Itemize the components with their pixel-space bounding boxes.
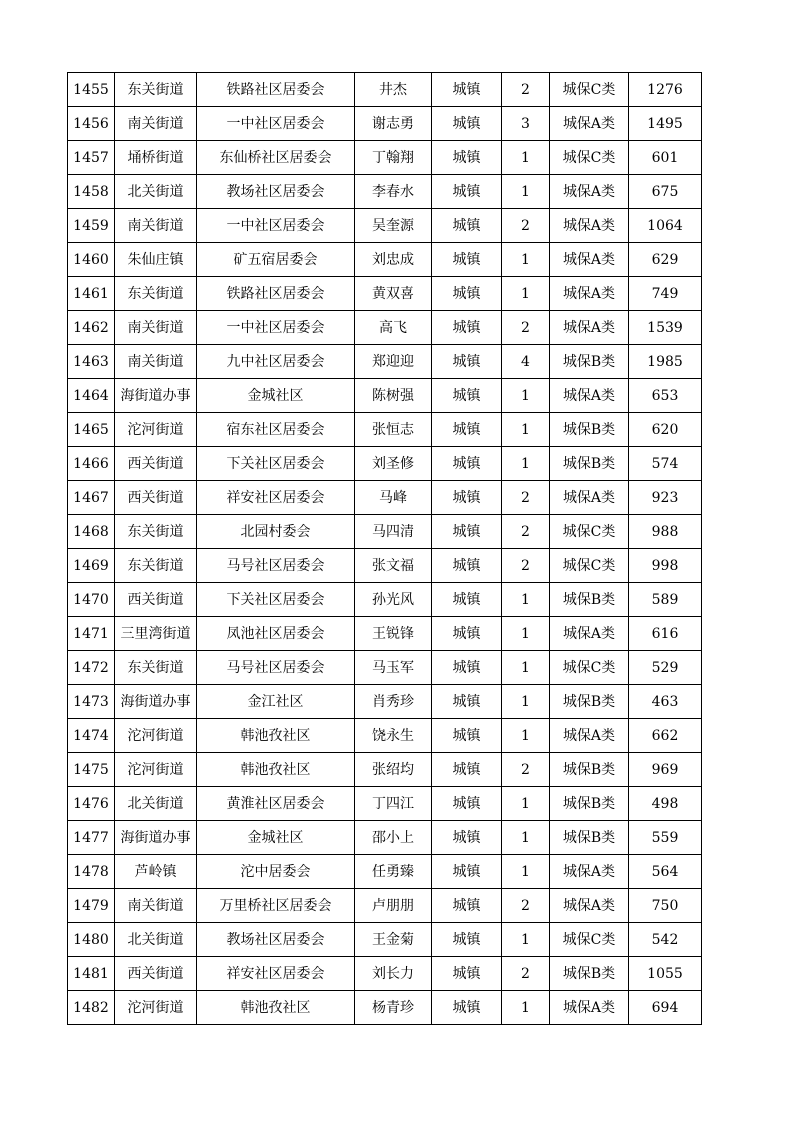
cell-people-count: 1 <box>502 787 550 821</box>
cell-people-count: 2 <box>502 209 550 243</box>
cell-street: 北关街道 <box>115 923 197 957</box>
cell-number: 1455 <box>68 73 115 107</box>
cell-area: 城镇 <box>432 379 502 413</box>
cell-category: 城保A类 <box>550 243 629 277</box>
cell-area: 城镇 <box>432 209 502 243</box>
cell-community: 铁路社区居委会 <box>197 277 355 311</box>
cell-name: 王金菊 <box>355 923 432 957</box>
cell-amount: 589 <box>629 583 702 617</box>
cell-street: 沱河街道 <box>115 991 197 1025</box>
table-row <box>68 209 702 243</box>
cell-name: 王锐锋 <box>355 617 432 651</box>
table-row <box>68 549 702 583</box>
table-row <box>68 991 702 1025</box>
cell-number: 1473 <box>68 685 115 719</box>
cell-people-count: 1 <box>502 277 550 311</box>
cell-number: 1468 <box>68 515 115 549</box>
cell-street: 三里湾街道 <box>115 617 197 651</box>
table-row <box>68 515 702 549</box>
cell-area: 城镇 <box>432 311 502 345</box>
cell-amount: 749 <box>629 277 702 311</box>
cell-category: 城保B类 <box>550 447 629 481</box>
table-row <box>68 379 702 413</box>
cell-category: 城保B类 <box>550 685 629 719</box>
cell-name: 郑迎迎 <box>355 345 432 379</box>
cell-amount: 750 <box>629 889 702 923</box>
cell-number: 1458 <box>68 175 115 209</box>
table-row <box>68 175 702 209</box>
cell-category: 城保A类 <box>550 481 629 515</box>
cell-area: 城镇 <box>432 345 502 379</box>
table-row <box>68 651 702 685</box>
cell-people-count: 2 <box>502 549 550 583</box>
cell-street: 南关街道 <box>115 209 197 243</box>
cell-street: 沱河街道 <box>115 753 197 787</box>
table-row <box>68 345 702 379</box>
cell-community: 祥安社区居委会 <box>197 957 355 991</box>
cell-street: 埇桥街道 <box>115 141 197 175</box>
table-row <box>68 855 702 889</box>
cell-number: 1474 <box>68 719 115 753</box>
cell-people-count: 1 <box>502 855 550 889</box>
cell-amount: 1276 <box>629 73 702 107</box>
cell-people-count: 4 <box>502 345 550 379</box>
cell-category: 城保B类 <box>550 821 629 855</box>
cell-category: 城保A类 <box>550 617 629 651</box>
cell-name: 黄双喜 <box>355 277 432 311</box>
cell-name: 杨青珍 <box>355 991 432 1025</box>
cell-area: 城镇 <box>432 413 502 447</box>
cell-area: 城镇 <box>432 583 502 617</box>
cell-area: 城镇 <box>432 175 502 209</box>
cell-area: 城镇 <box>432 617 502 651</box>
cell-street: 北关街道 <box>115 787 197 821</box>
cell-community: 金江社区 <box>197 685 355 719</box>
cell-community: 万里桥社区居委会 <box>197 889 355 923</box>
cell-people-count: 1 <box>502 447 550 481</box>
table-row <box>68 821 702 855</box>
cell-community: 一中社区居委会 <box>197 311 355 345</box>
cell-area: 城镇 <box>432 107 502 141</box>
cell-number: 1472 <box>68 651 115 685</box>
cell-people-count: 2 <box>502 957 550 991</box>
cell-category: 城保A类 <box>550 277 629 311</box>
cell-people-count: 1 <box>502 991 550 1025</box>
table-row <box>68 73 702 107</box>
table-row <box>68 447 702 481</box>
cell-amount: 463 <box>629 685 702 719</box>
cell-amount: 574 <box>629 447 702 481</box>
cell-street: 芦岭镇 <box>115 855 197 889</box>
cell-community: 马号社区居委会 <box>197 549 355 583</box>
cell-name: 饶永生 <box>355 719 432 753</box>
cell-area: 城镇 <box>432 787 502 821</box>
cell-number: 1467 <box>68 481 115 515</box>
table-row <box>68 107 702 141</box>
cell-number: 1477 <box>68 821 115 855</box>
cell-amount: 1055 <box>629 957 702 991</box>
cell-number: 1460 <box>68 243 115 277</box>
cell-category: 城保A类 <box>550 379 629 413</box>
cell-street: 北关街道 <box>115 175 197 209</box>
cell-category: 城保A类 <box>550 855 629 889</box>
cell-street: 沱河街道 <box>115 413 197 447</box>
cell-area: 城镇 <box>432 991 502 1025</box>
cell-category: 城保B类 <box>550 345 629 379</box>
cell-number: 1481 <box>68 957 115 991</box>
cell-amount: 675 <box>629 175 702 209</box>
cell-community: 祥安社区居委会 <box>197 481 355 515</box>
cell-name: 卢朋朋 <box>355 889 432 923</box>
cell-name: 李春水 <box>355 175 432 209</box>
cell-community: 矿五宿居委会 <box>197 243 355 277</box>
table-row <box>68 617 702 651</box>
cell-community: 沱中居委会 <box>197 855 355 889</box>
table-row <box>68 923 702 957</box>
cell-community: 九中社区居委会 <box>197 345 355 379</box>
cell-category: 城保A类 <box>550 107 629 141</box>
cell-amount: 694 <box>629 991 702 1025</box>
cell-number: 1459 <box>68 209 115 243</box>
cell-amount: 653 <box>629 379 702 413</box>
table-row <box>68 311 702 345</box>
cell-people-count: 1 <box>502 617 550 651</box>
cell-community: 一中社区居委会 <box>197 107 355 141</box>
cell-people-count: 1 <box>502 923 550 957</box>
table-row <box>68 753 702 787</box>
cell-amount: 998 <box>629 549 702 583</box>
cell-number: 1465 <box>68 413 115 447</box>
cell-name: 吴奎源 <box>355 209 432 243</box>
cell-number: 1470 <box>68 583 115 617</box>
cell-community: 金城社区 <box>197 379 355 413</box>
cell-number: 1478 <box>68 855 115 889</box>
cell-name: 刘长力 <box>355 957 432 991</box>
cell-area: 城镇 <box>432 685 502 719</box>
cell-number: 1471 <box>68 617 115 651</box>
cell-amount: 629 <box>629 243 702 277</box>
cell-amount: 564 <box>629 855 702 889</box>
cell-people-count: 1 <box>502 243 550 277</box>
table-row <box>68 141 702 175</box>
cell-community: 下关社区居委会 <box>197 583 355 617</box>
cell-area: 城镇 <box>432 821 502 855</box>
cell-street: 海街道办事 <box>115 379 197 413</box>
cell-people-count: 1 <box>502 175 550 209</box>
table-row <box>68 277 702 311</box>
cell-people-count: 2 <box>502 889 550 923</box>
cell-people-count: 1 <box>502 719 550 753</box>
cell-amount: 498 <box>629 787 702 821</box>
cell-category: 城保B类 <box>550 753 629 787</box>
cell-area: 城镇 <box>432 515 502 549</box>
cell-community: 北园村委会 <box>197 515 355 549</box>
table-row <box>68 719 702 753</box>
cell-name: 井杰 <box>355 73 432 107</box>
cell-community: 韩池孜社区 <box>197 753 355 787</box>
cell-amount: 969 <box>629 753 702 787</box>
cell-community: 铁路社区居委会 <box>197 73 355 107</box>
cell-street: 南关街道 <box>115 107 197 141</box>
table-row <box>68 957 702 991</box>
cell-area: 城镇 <box>432 141 502 175</box>
cell-category: 城保C类 <box>550 73 629 107</box>
cell-number: 1464 <box>68 379 115 413</box>
cell-category: 城保C类 <box>550 141 629 175</box>
cell-community: 韩池孜社区 <box>197 991 355 1025</box>
cell-amount: 529 <box>629 651 702 685</box>
cell-name: 马四清 <box>355 515 432 549</box>
cell-category: 城保B类 <box>550 787 629 821</box>
cell-amount: 662 <box>629 719 702 753</box>
cell-street: 西关街道 <box>115 583 197 617</box>
cell-street: 海街道办事 <box>115 685 197 719</box>
cell-category: 城保B类 <box>550 957 629 991</box>
cell-name: 张文福 <box>355 549 432 583</box>
cell-amount: 616 <box>629 617 702 651</box>
cell-people-count: 2 <box>502 753 550 787</box>
cell-area: 城镇 <box>432 889 502 923</box>
cell-street: 东关街道 <box>115 73 197 107</box>
cell-street: 朱仙庄镇 <box>115 243 197 277</box>
cell-category: 城保A类 <box>550 719 629 753</box>
cell-amount: 542 <box>629 923 702 957</box>
cell-amount: 601 <box>629 141 702 175</box>
cell-street: 东关街道 <box>115 651 197 685</box>
cell-community: 东仙桥社区居委会 <box>197 141 355 175</box>
cell-people-count: 2 <box>502 515 550 549</box>
cell-area: 城镇 <box>432 277 502 311</box>
cell-community: 金城社区 <box>197 821 355 855</box>
cell-name: 邵小上 <box>355 821 432 855</box>
cell-category: 城保A类 <box>550 889 629 923</box>
table-row <box>68 787 702 821</box>
cell-number: 1482 <box>68 991 115 1025</box>
cell-name: 丁四江 <box>355 787 432 821</box>
cell-amount: 1495 <box>629 107 702 141</box>
cell-community: 黄淮社区居委会 <box>197 787 355 821</box>
cell-category: 城保A类 <box>550 991 629 1025</box>
cell-amount: 559 <box>629 821 702 855</box>
cell-area: 城镇 <box>432 855 502 889</box>
cell-street: 西关街道 <box>115 447 197 481</box>
cell-community: 马号社区居委会 <box>197 651 355 685</box>
cell-number: 1480 <box>68 923 115 957</box>
cell-amount: 1539 <box>629 311 702 345</box>
cell-area: 城镇 <box>432 73 502 107</box>
cell-name: 孙光风 <box>355 583 432 617</box>
cell-people-count: 1 <box>502 821 550 855</box>
cell-community: 一中社区居委会 <box>197 209 355 243</box>
cell-people-count: 1 <box>502 413 550 447</box>
cell-category: 城保C类 <box>550 549 629 583</box>
cell-community: 宿东社区居委会 <box>197 413 355 447</box>
cell-people-count: 1 <box>502 379 550 413</box>
cell-category: 城保B类 <box>550 583 629 617</box>
cell-amount: 988 <box>629 515 702 549</box>
cell-community: 教场社区居委会 <box>197 923 355 957</box>
cell-street: 海街道办事 <box>115 821 197 855</box>
cell-number: 1475 <box>68 753 115 787</box>
cell-category: 城保A类 <box>550 311 629 345</box>
table-row <box>68 243 702 277</box>
cell-amount: 923 <box>629 481 702 515</box>
cell-street: 东关街道 <box>115 549 197 583</box>
data-table <box>67 72 702 1025</box>
cell-number: 1476 <box>68 787 115 821</box>
cell-name: 任勇臻 <box>355 855 432 889</box>
cell-category: 城保C类 <box>550 923 629 957</box>
cell-street: 南关街道 <box>115 311 197 345</box>
cell-people-count: 1 <box>502 651 550 685</box>
cell-street: 东关街道 <box>115 515 197 549</box>
cell-area: 城镇 <box>432 243 502 277</box>
cell-number: 1461 <box>68 277 115 311</box>
cell-name: 谢志勇 <box>355 107 432 141</box>
cell-number: 1456 <box>68 107 115 141</box>
cell-area: 城镇 <box>432 957 502 991</box>
cell-area: 城镇 <box>432 447 502 481</box>
cell-name: 高飞 <box>355 311 432 345</box>
cell-people-count: 1 <box>502 583 550 617</box>
cell-name: 刘圣修 <box>355 447 432 481</box>
table-row <box>68 685 702 719</box>
cell-community: 凤池社区居委会 <box>197 617 355 651</box>
cell-area: 城镇 <box>432 719 502 753</box>
cell-name: 陈树强 <box>355 379 432 413</box>
cell-people-count: 2 <box>502 73 550 107</box>
cell-street: 南关街道 <box>115 345 197 379</box>
cell-category: 城保A类 <box>550 209 629 243</box>
cell-area: 城镇 <box>432 651 502 685</box>
cell-street: 西关街道 <box>115 481 197 515</box>
cell-area: 城镇 <box>432 481 502 515</box>
cell-area: 城镇 <box>432 549 502 583</box>
table-row <box>68 413 702 447</box>
table-row <box>68 481 702 515</box>
table-body <box>68 73 702 1025</box>
cell-name: 张绍均 <box>355 753 432 787</box>
cell-people-count: 2 <box>502 311 550 345</box>
cell-community: 下关社区居委会 <box>197 447 355 481</box>
cell-street: 西关街道 <box>115 957 197 991</box>
cell-number: 1479 <box>68 889 115 923</box>
cell-category: 城保C类 <box>550 651 629 685</box>
cell-people-count: 1 <box>502 685 550 719</box>
cell-category: 城保C类 <box>550 515 629 549</box>
cell-street: 沱河街道 <box>115 719 197 753</box>
cell-category: 城保A类 <box>550 175 629 209</box>
cell-people-count: 1 <box>502 141 550 175</box>
cell-street: 东关街道 <box>115 277 197 311</box>
cell-area: 城镇 <box>432 923 502 957</box>
cell-name: 刘忠成 <box>355 243 432 277</box>
cell-amount: 620 <box>629 413 702 447</box>
cell-name: 肖秀珍 <box>355 685 432 719</box>
table-row <box>68 889 702 923</box>
cell-name: 丁翰翔 <box>355 141 432 175</box>
cell-number: 1466 <box>68 447 115 481</box>
cell-street: 南关街道 <box>115 889 197 923</box>
cell-amount: 1064 <box>629 209 702 243</box>
cell-name: 张恒志 <box>355 413 432 447</box>
cell-number: 1469 <box>68 549 115 583</box>
cell-number: 1462 <box>68 311 115 345</box>
cell-area: 城镇 <box>432 753 502 787</box>
table-row <box>68 583 702 617</box>
cell-amount: 1985 <box>629 345 702 379</box>
cell-people-count: 2 <box>502 481 550 515</box>
cell-people-count: 3 <box>502 107 550 141</box>
cell-category: 城保B类 <box>550 413 629 447</box>
cell-community: 教场社区居委会 <box>197 175 355 209</box>
cell-number: 1463 <box>68 345 115 379</box>
cell-number: 1457 <box>68 141 115 175</box>
cell-community: 韩池孜社区 <box>197 719 355 753</box>
cell-name: 马玉军 <box>355 651 432 685</box>
cell-name: 马峰 <box>355 481 432 515</box>
